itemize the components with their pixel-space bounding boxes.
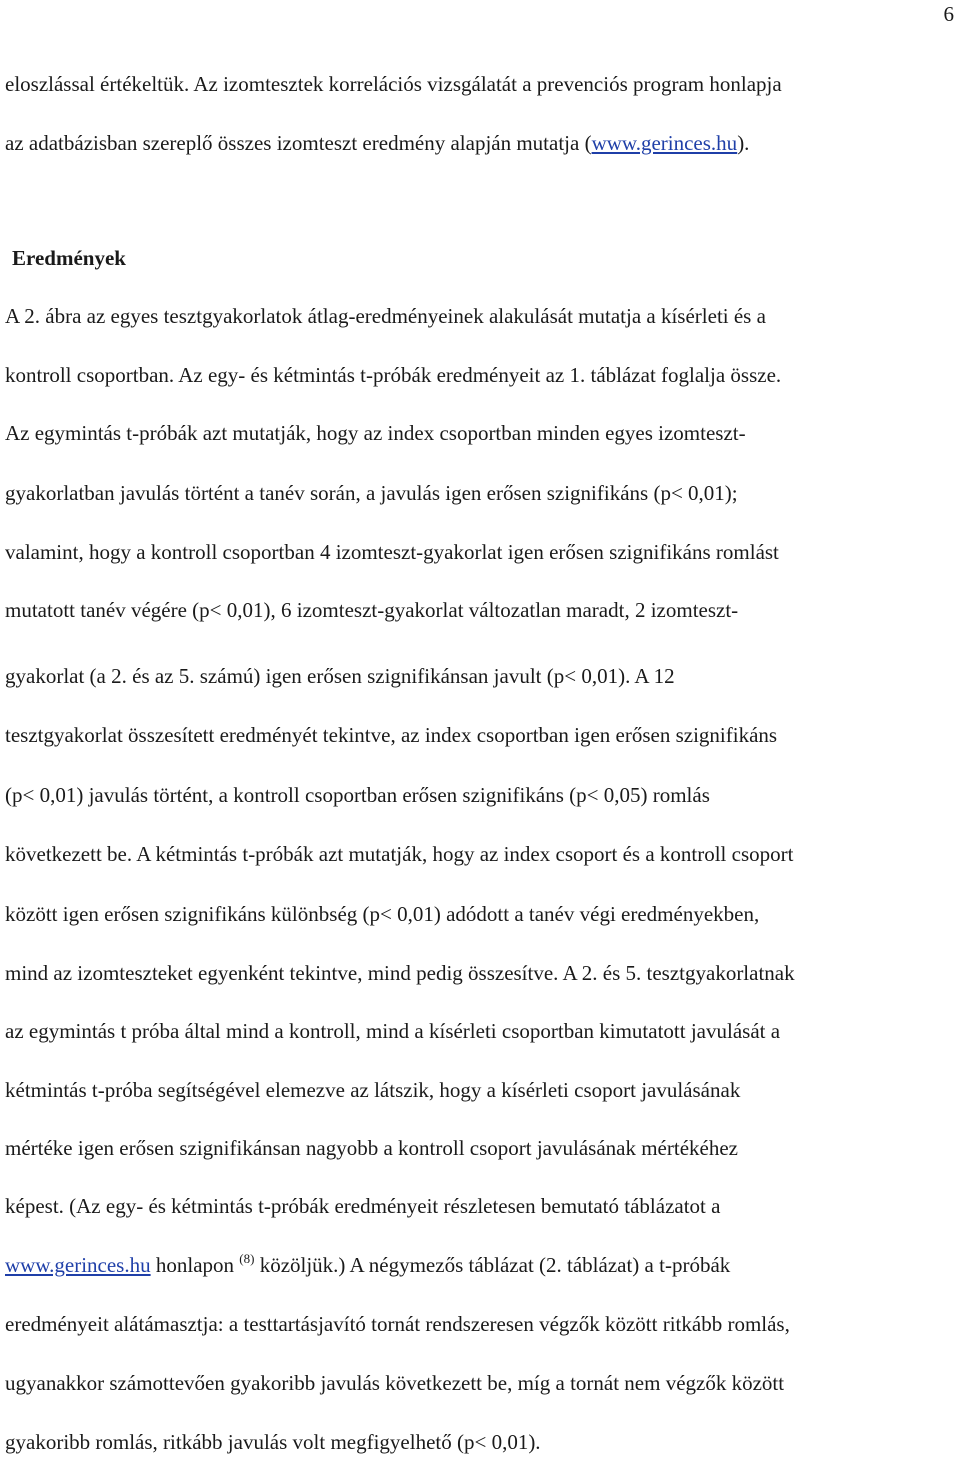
text-line: következett be. A kétmintás t-próbák azt mutatják, hogy az index csoport és a kontroll csoport — [5, 842, 794, 866]
text-line: valamint, hogy a kontroll csoportban 4 izomteszt-gyakorlat igen erősen szignifikáns romlást — [5, 540, 779, 564]
website-link[interactable]: www.gerinces.hu — [5, 1253, 151, 1277]
text-line — [5, 1251, 730, 1279]
text-segment: ). — [737, 131, 750, 155]
text-line: mutatott tanév végére (p< 0,01), 6 izomteszt-gyakorlat változatlan maradt, 2 izomteszt- — [5, 598, 739, 622]
text-line: A 2. ábra az egyes tesztgyakorlatok átlag-eredményeinek alakulását mutatja a kísérleti és a — [5, 304, 766, 328]
text-line: az egymintás t próba által mind a kontroll, mind a kísérleti csoportban kimutatott javulását a — [5, 1019, 781, 1043]
text-line: mértéke igen erősen szignifikánsan nagyobb a kontroll csoport javulásának mértékéhez — [5, 1136, 738, 1160]
text-line: Az egymintás t-próbák azt mutatják, hogy az index csoportban minden egyes izomteszt- — [5, 421, 746, 445]
text-line: között igen erősen szignifikáns különbség (p< 0,01) adódott a tanév végi eredményekben, — [5, 902, 760, 926]
text-line: gyakorlat (a 2. és az 5. számú) igen erősen szignifikánsan javult (p< 0,01). A 12 — [5, 664, 675, 688]
text-line: gyakoribb romlás, ritkább javulás volt megfigyelhető (p< 0,01). — [5, 1430, 541, 1454]
section-heading: Eredmények — [12, 246, 126, 270]
text-line: mind az izomteszteket egyenként tekintve, mind pedig összesítve. A 2. és 5. tesztgyakorlatnak — [5, 961, 795, 985]
text-segment: honlapon — [150, 1253, 240, 1277]
page-number: 6 — [943, 2, 954, 26]
text-line: kétmintás t-próba segítségével elemezve az látszik, hogy a kísérleti csoport javulásának — [5, 1078, 741, 1102]
text-segment: közöljük.) A négymezős táblázat (2. táblázat) a t-próbák — [254, 1253, 731, 1277]
text-line — [5, 129, 749, 157]
text-line: képest. (Az egy- és kétmintás t-próbák eredményeit részletesen bemutató táblázatot a — [5, 1194, 721, 1218]
text-line: eloszlással értékeltük. Az izomtesztek korrelációs vizsgálatát a prevenciós program honlapja — [5, 72, 782, 96]
text-segment: az adatbázisban szereplő összes izomteszt eredmény alapján mutatja ( — [5, 131, 592, 155]
website-link[interactable]: www.gerinces.hu — [591, 131, 738, 155]
text-line: eredményeit alátámasztja: a testtartásjavító tornát rendszeresen végzők között ritkább romlás, — [5, 1312, 790, 1336]
text-line: ugyanakkor számottevően gyakoribb javulás következett be, míg a tornát nem végzők között — [5, 1371, 785, 1395]
text-line: gyakorlatban javulás történt a tanév során, a javulás igen erősen szignifikáns (p< 0,01); — [5, 481, 738, 505]
reference-superscript: (8) — [239, 1251, 255, 1266]
text-line: kontroll csoportban. Az egy- és kétmintás t-próbák eredményeit az 1. táblázat foglalja össze. — [5, 363, 782, 387]
text-line: (p< 0,01) javulás történt, a kontroll csoportban erősen szignifikáns (p< 0,05) romlás — [5, 783, 710, 807]
text-line: tesztgyakorlat összesített eredményét tekintve, az index csoportban igen erősen szignifikáns — [5, 723, 778, 747]
